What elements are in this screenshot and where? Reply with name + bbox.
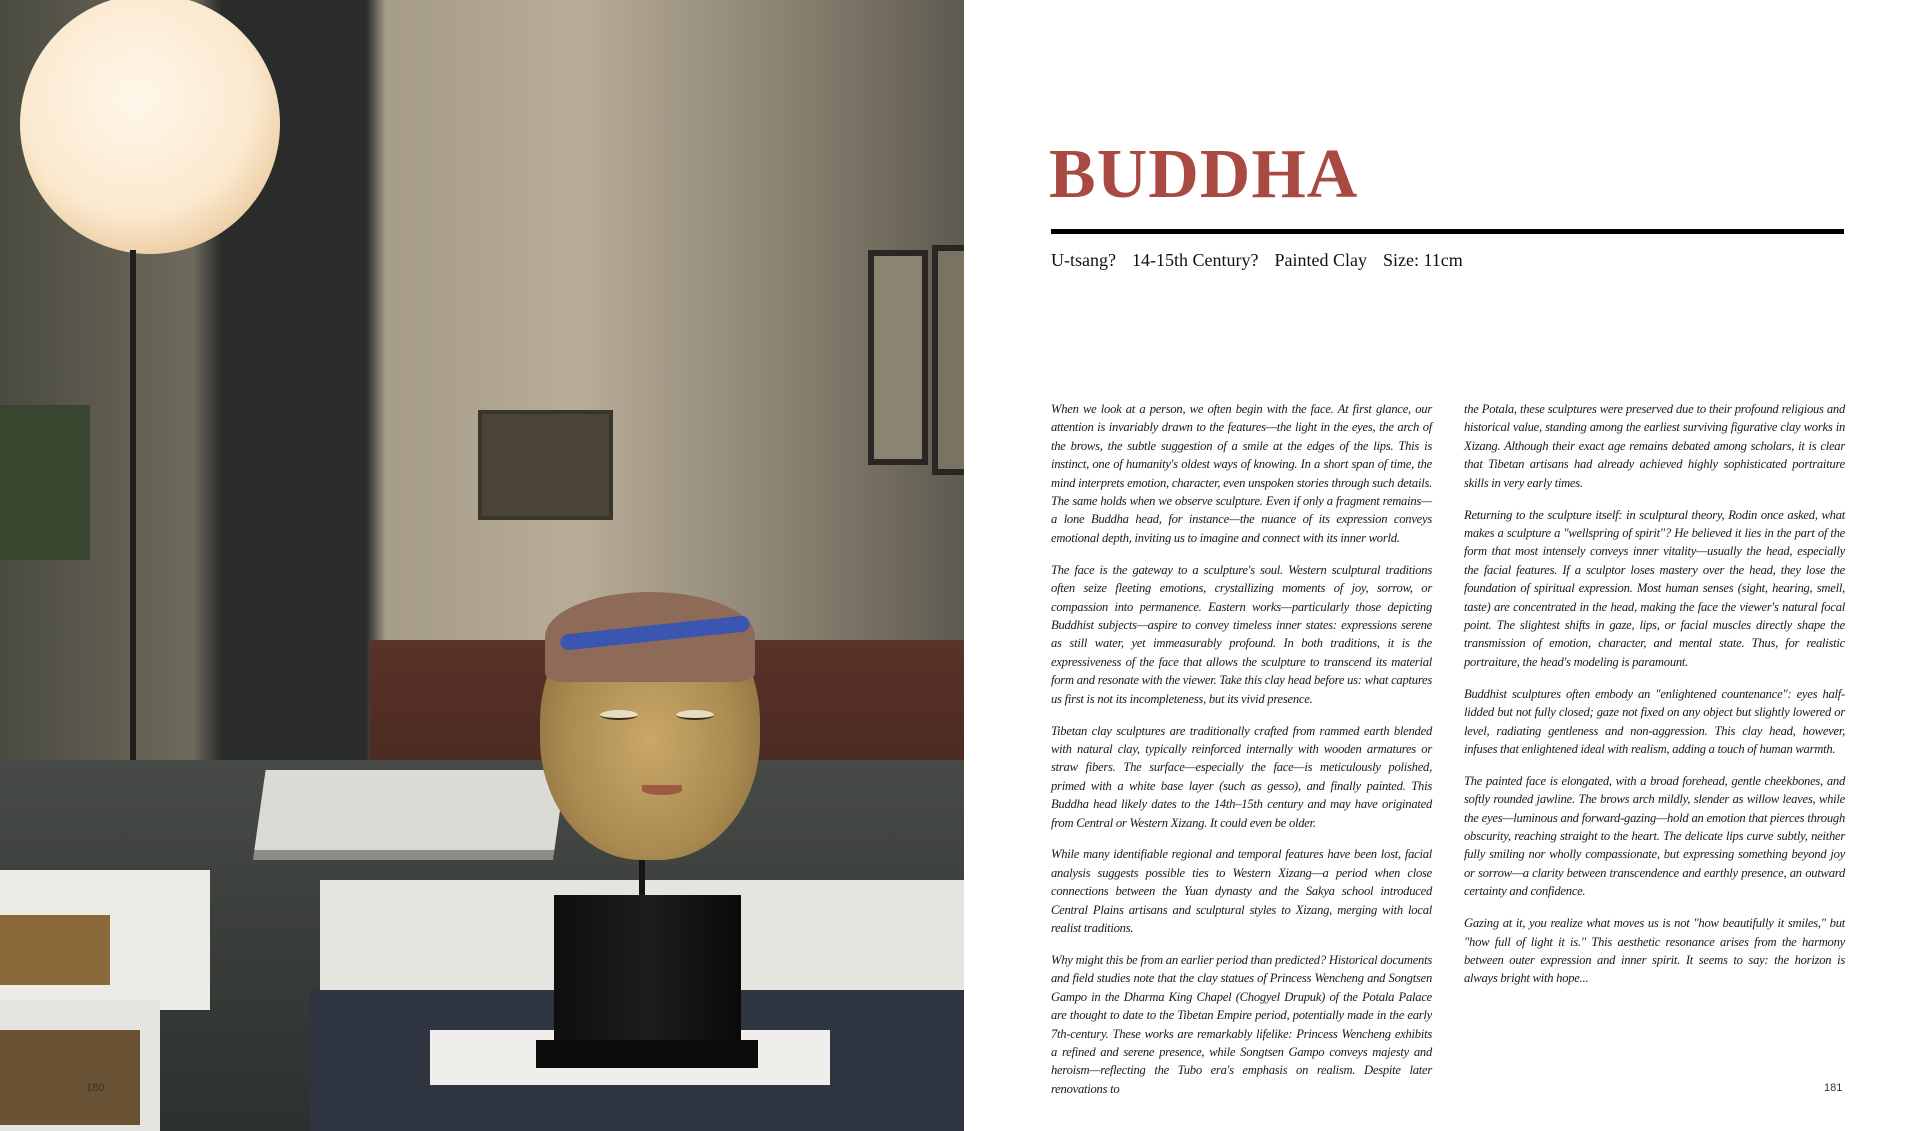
- wall-panel: [0, 405, 90, 560]
- book: [254, 770, 565, 850]
- paragraph: Tibetan clay sculptures are traditionally crafted from rammed earth blended with natural clay, typically reinforced internally with wooden armatures or straw fibers. The surface—especially the face—is meticulously polished, primed with a white base layer (such as gesso), and finally painted. This Buddha head likely dates to the 14th–15th century and may have originated from Central or Western Xizang. It could even be older.: [1051, 723, 1432, 830]
- book: [0, 1000, 160, 1131]
- meta-date: 14-15th Century?: [1131, 250, 1259, 270]
- stand-base: [536, 1040, 758, 1068]
- body-column-left: [1051, 400, 1432, 1112]
- lamp-pole: [130, 250, 136, 770]
- wall-frame: [932, 245, 964, 475]
- wall-frame: [868, 250, 928, 465]
- body-column-right: [1464, 400, 1845, 1001]
- page-number-right: 181: [1824, 1082, 1843, 1094]
- paragraph: Returning to the sculpture itself: in sculptural theory, Rodin once asked, what makes a sculpture a "wellspring of spirit"? He believed it lies in the part of the form that most intensely conveys inner vitality—usually the head, especially the facial features. If a sculptor loses mastery over the head, they lose the foundation of spiritual expression. Most human senses (sight, hearing, smell, taste) are concentrated in the head, making the face the viewer's natural focal point. The slightest shifts in gaze, lips, or facial muscles directly shape the transmission of emotion, character, and mental state. Thus, for realistic portraiture, the head's modeling is paramount.: [1464, 507, 1845, 669]
- lamp-globe: [20, 0, 280, 254]
- paragraph: The face is the gateway to a sculpture's soul. Western sculptural traditions often seize fleeting emotions, crystallizing moments of joy, sorrow, or compassion into permanence. Eastern works—particularly those depicting Buddhist subjects—aspire to convey timeless inner states: expressions serene as still water, yet immeasurably profound. In both traditions, it is the expressiveness of the face that allows the sculpture to transcend its material form and resonate with the viewer. Take this clay head before us: what captures us first is not its incompleteness, but its vivid presence.: [1051, 562, 1432, 706]
- artifact-meta: [1051, 250, 1463, 271]
- paragraph: Buddhist sculptures often embody an "enlightened countenance": eyes half-lidded but not fully closed; gaze not fixed on any object but slightly lowered or level, radiating gentleness and non-aggression. This clay head, however, infuses that enlightened ideal with realism, adding a touch of human warmth.: [1464, 686, 1845, 756]
- paragraph: Why might this be from an earlier period than predicted? Historical documents and field studies note that the clay statues of Princess Wencheng and Songtsen Gampo in the Dharma King Chapel (Chogyel Drupuk) of the Potala Palace are thought to date to the Tibetan Empire period, potentially made in the early 7th-century. These works are remarkably lifelike: Princess Wencheng exhibits a refined and serene presence, while Songtsen Gampo conveys majesty and heroism—reflecting the Tubo era's emphasis on realism. Despite later renovations to: [1051, 952, 1432, 1096]
- buddha-eye: [600, 710, 638, 720]
- wall-picture: [478, 410, 613, 520]
- meta-origin: U-tsang?: [1051, 250, 1116, 270]
- buddha-eye: [676, 710, 714, 720]
- paragraph: Gazing at it, you realize what moves us is not "how beautifully it smiles," but "how full of light it is." This aesthetic resonance arises from the harmony between outer expression and inner spirit. It seems to say: the horizon is always bright with hope...: [1464, 916, 1845, 986]
- buddha-mouth: [642, 785, 682, 795]
- book: [0, 870, 210, 1010]
- paragraph: the Potala, these sculptures were preserved due to their profound religious and historical value, standing among the earliest surviving figurative clay works in Xizang. Although their exact age remains debated among scholars, it is clear that Tibetan artisans had already achieved highly sophisticated portraiture skills in very early times.: [1464, 402, 1845, 490]
- display-stand: [554, 895, 741, 1045]
- page-number-left: 180: [86, 1082, 105, 1094]
- paragraph: When we look at a person, we often begin with the face. At first glance, our attention is invariably drawn to the features—the light in the eyes, the arch of the brows, the subtle suggestion of a smile at the edges of the lips. This is instinct, one of humanity's oldest ways of knowing. In a short span of time, the mind interprets emotion, character, even unspoken stories through such details. The same holds when we observe sculpture. Even if only a fragment remains—a lone Buddha head, for instance—the nuance of its expression conveys emotional depth, inviting us to imagine and connect with its inner world.: [1051, 402, 1432, 545]
- meta-size: Size: 11cm: [1382, 250, 1463, 270]
- title-rule: [1051, 229, 1844, 234]
- page-title: BUDDHA: [1049, 136, 1359, 213]
- paragraph: While many identifiable regional and temporal features have been lost, facial analysis suggests possible ties to Western Xizang—a period when close connections between the Yuan dynasty and the Sakya school introduced Central Plains artisans and sculptural styles to Xizang, merging with local realist traditions.: [1051, 847, 1432, 936]
- meta-material: Painted Clay: [1274, 250, 1367, 270]
- paragraph: The painted face is elongated, with a broad forehead, gentle cheekbones, and softly rounded jawline. The brows arch mildly, slender as willow leaves, while the eyes—luminous and forward-gazing—hold an emotion that pierces through obscurity, reaching straight to the heart. The delicate lips curve subtly, neither fully smiling nor wholly compassionate, but expressing something beyond joy or sorrow—a clarity between transcendence and earthly presence, an outward certainty and confidence.: [1464, 773, 1845, 899]
